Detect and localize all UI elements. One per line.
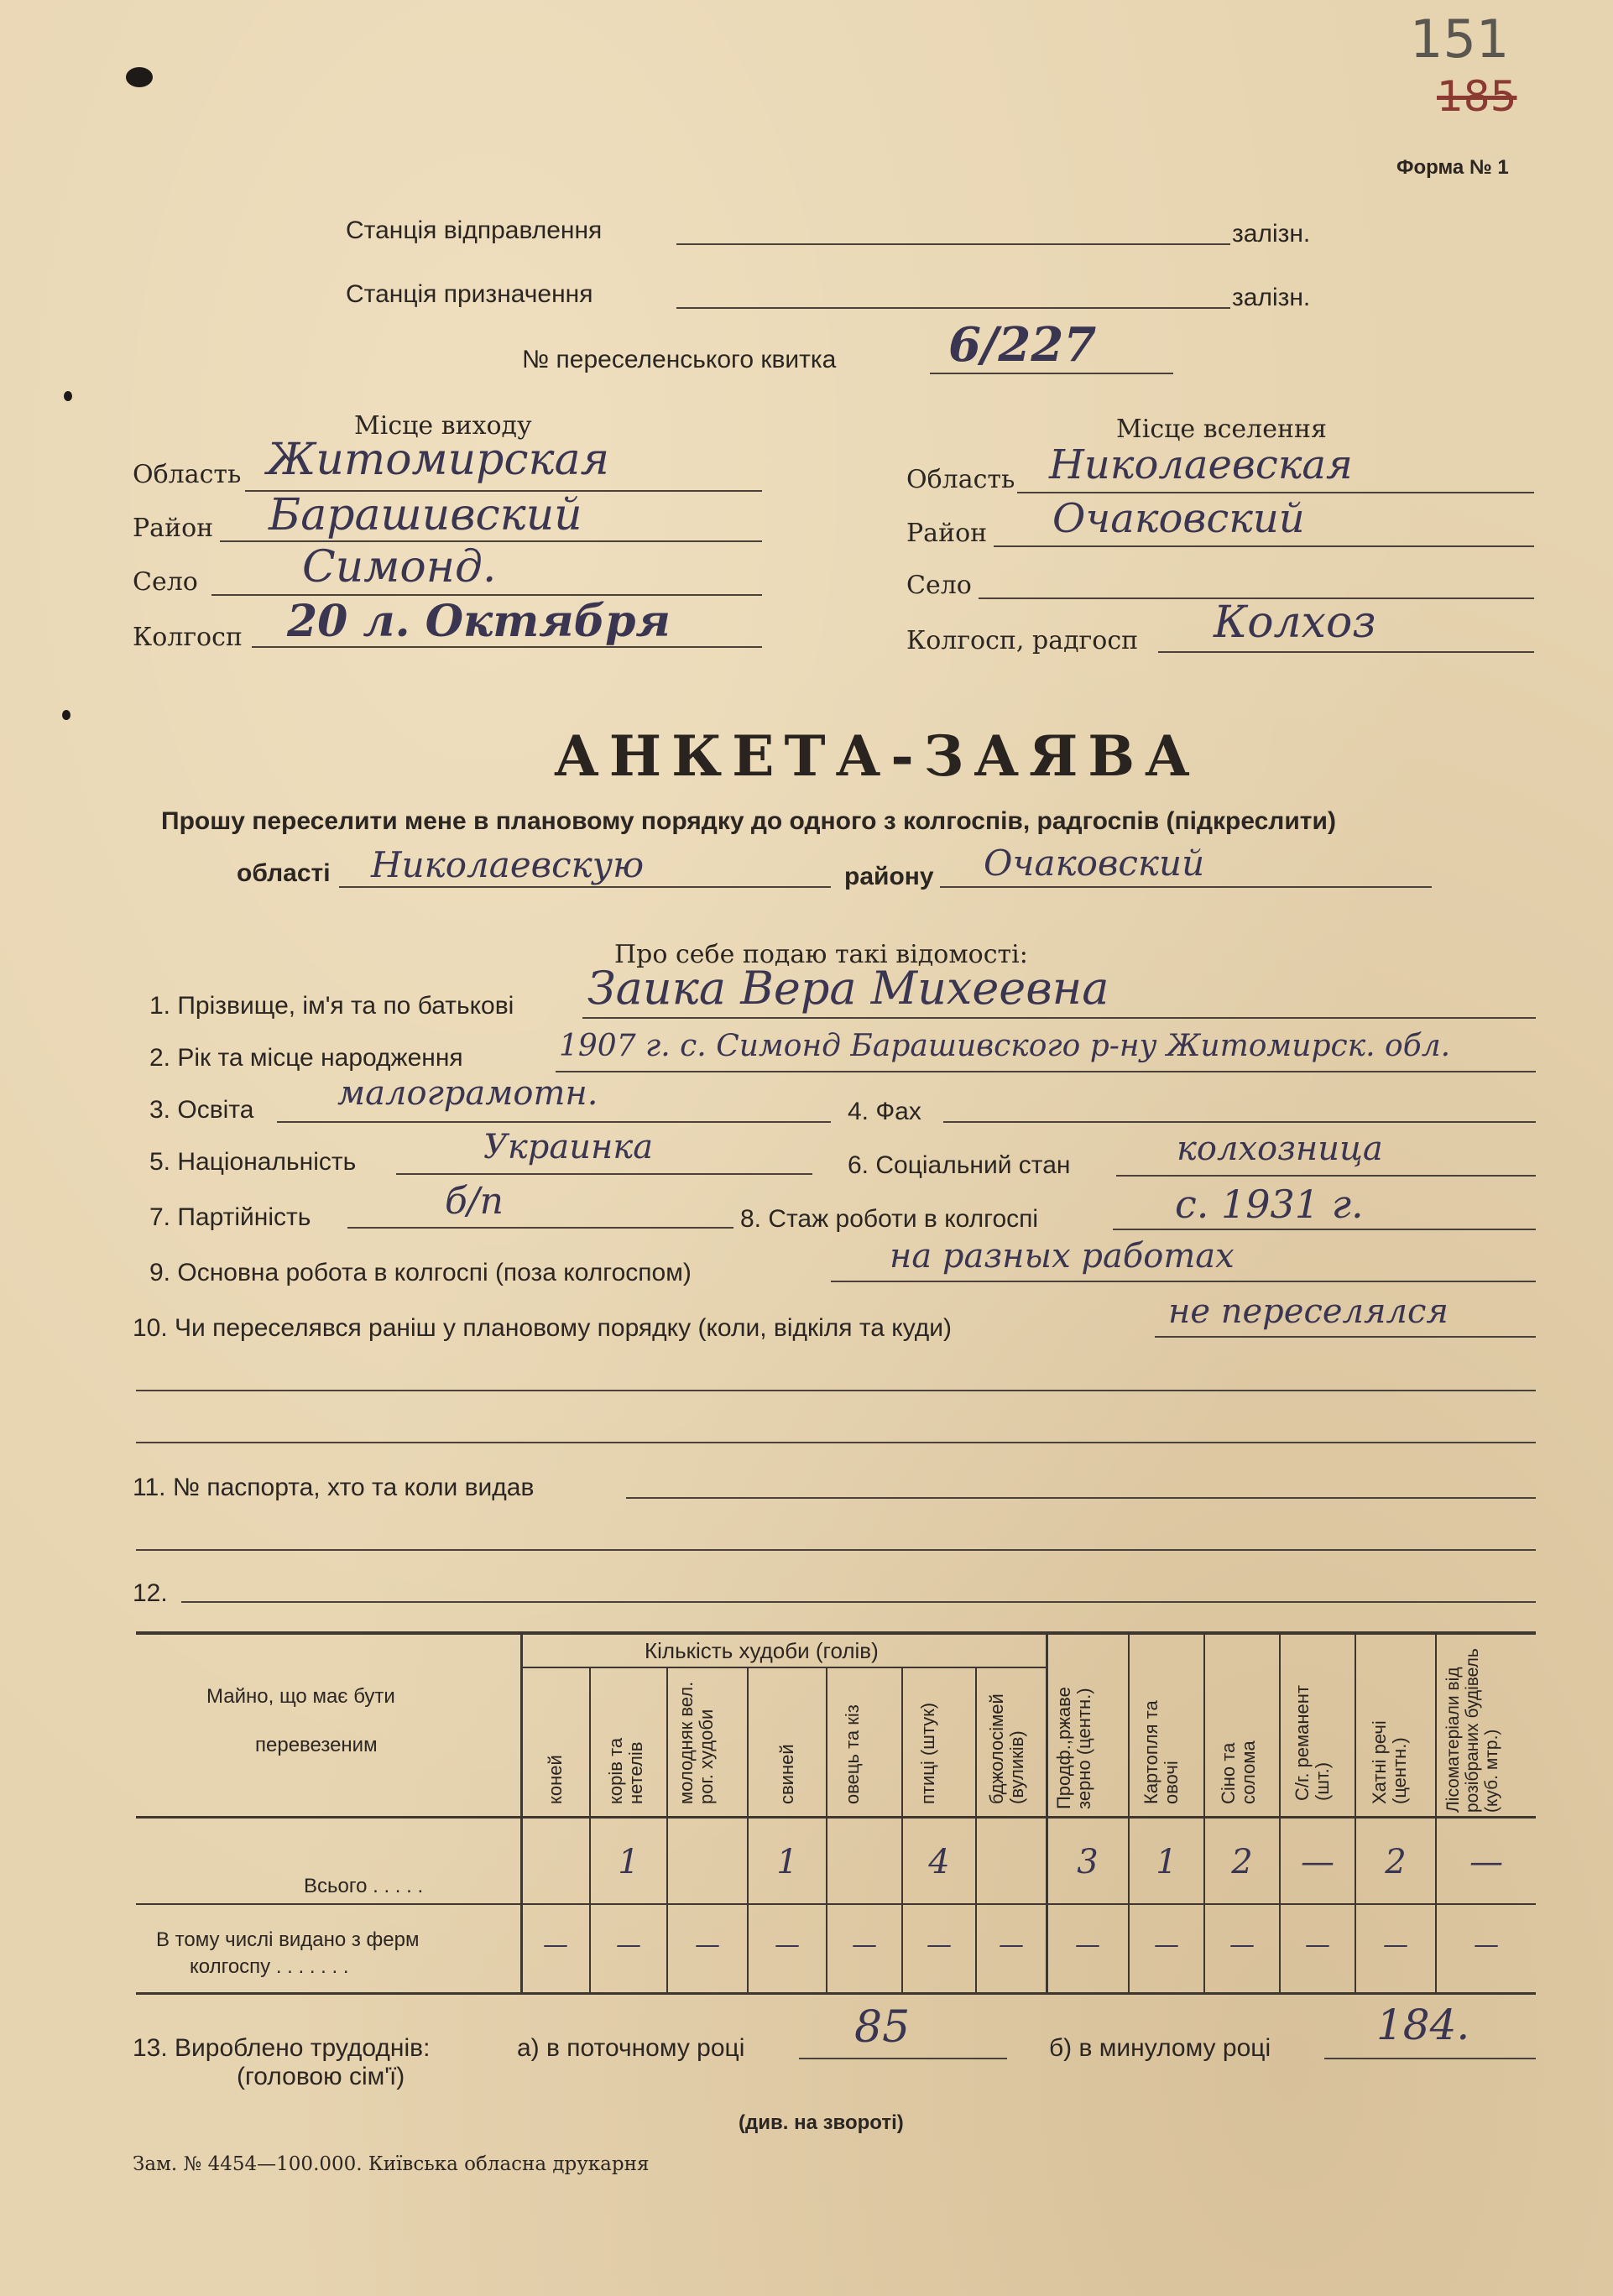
request-oblast-line — [339, 886, 831, 888]
field-10-value: не переселялся — [1168, 1292, 1449, 1331]
farm-cell: — — [1154, 1930, 1179, 1959]
farm-cell: — — [852, 1930, 877, 1959]
destination-raion-label: Район — [906, 519, 988, 548]
field-10-extra-line — [136, 1442, 1536, 1443]
field-3-value: малограмотн. — [337, 1074, 598, 1113]
destination-heading: Місце вселення — [1116, 415, 1327, 444]
farm-cell: — — [616, 1930, 641, 1959]
field-4-line — [943, 1121, 1536, 1123]
field-2-value: 1907 г. с. Симонд Барашивского р-ну Житомирск. обл. — [559, 1029, 1451, 1063]
farm-cell: — — [1305, 1930, 1330, 1959]
livestock-header: Кількість худоби (голів) — [645, 1638, 879, 1663]
col-header-beehives: бджолосімей (вуликів) — [986, 1693, 1027, 1804]
col-header-timber: Лісоматеріали від розібраних будівель (куб. мтр.) — [1443, 1648, 1501, 1813]
field-8-label: 8. Стаж роботи в колгоспі — [740, 1205, 1039, 1233]
request-raion-line — [940, 886, 1432, 888]
workdays-current-label: а) в поточному році — [517, 2034, 745, 2062]
ticket-line — [930, 373, 1173, 374]
field-3-label: 3. Освіта — [149, 1096, 254, 1124]
field-12-label: 12. — [133, 1579, 168, 1607]
workdays-previous-label: б) в минулому році — [1049, 2034, 1271, 2062]
total-cell-potatoes: 1 — [1156, 1843, 1177, 1881]
property-label-line2: перевезеним — [255, 1734, 378, 1756]
field-11-line — [626, 1497, 1536, 1499]
table-top-border — [136, 1631, 1536, 1635]
total-cell-poultry: 4 — [928, 1843, 950, 1881]
departure-railway-suffix: залізн. — [1232, 220, 1311, 248]
field-10-label: 10. Чи переселявся раніш у плановому порядку (коли, відкіля та куди) — [133, 1314, 953, 1342]
origin-heading: Місце виходу — [354, 411, 532, 441]
see-back-note: (див. на звороті) — [739, 2111, 904, 2134]
ticket-label: № переселенського квитка — [522, 346, 837, 373]
field-1-value: Заика Вера Михеевна — [587, 962, 1109, 1015]
workdays-previous-value: 184. — [1376, 2001, 1470, 2049]
field-5-line — [396, 1173, 812, 1175]
request-text: Прошу переселити мене в плановому порядку до одного з колгоспів, радгоспів (підкреслити) — [161, 807, 1336, 835]
origin-kolhosp-label: Колгосп — [133, 623, 243, 652]
request-oblast-label: області — [237, 859, 331, 887]
field-2-line — [556, 1071, 1536, 1072]
col-header-hay: Сіно та солома — [1218, 1740, 1259, 1804]
departure-station-label: Станція відправлення — [346, 217, 603, 244]
origin-oblast-label: Область — [133, 460, 242, 489]
destination-oblast-label: Область — [906, 465, 1015, 494]
field-1-label: 1. Прізвище, ім'я та по батькові — [149, 992, 514, 1020]
farm-row-label-line2: колгоспу . . . . . . . — [190, 1955, 349, 1978]
col-header-young-cattle: молодняк вел. рог. худоби — [676, 1681, 717, 1804]
total-cell-household: 2 — [1385, 1843, 1407, 1881]
field-6-label: 6. Соціальний стан — [848, 1151, 1071, 1179]
table-header-bottom — [136, 1816, 1536, 1819]
field-4-label: 4. Фах — [848, 1098, 921, 1125]
farm-cell: — — [999, 1930, 1024, 1959]
punch-hole — [62, 710, 70, 720]
table-livestock-divider — [522, 1667, 1046, 1668]
workdays-sub-label: (головою сім'ї) — [237, 2063, 405, 2090]
col-header-inventory: С/г. реманент (шт.) — [1292, 1684, 1333, 1801]
property-label-line1: Майно, що має бути — [206, 1685, 395, 1708]
farm-cell: — — [543, 1930, 568, 1959]
field-10-line — [1155, 1336, 1536, 1338]
col-header-cows: корів та нетелів — [605, 1737, 646, 1804]
field-9-label: 9. Основна робота в колгоспі (поза колгоспом) — [149, 1259, 692, 1286]
destination-raion-line — [994, 545, 1534, 547]
col-header-household: Хатні речі (центн.) — [1369, 1720, 1410, 1804]
destination-kolhosp-value: Колхоз — [1214, 597, 1376, 648]
field-7-label: 7. Партійність — [149, 1203, 311, 1231]
col-header-horses: коней — [545, 1755, 566, 1804]
field-11-label: 11. № паспорта, хто та коли видав — [133, 1474, 535, 1501]
field-8-line — [1113, 1229, 1536, 1230]
archive-old-sheet-number: 185 — [1437, 72, 1517, 121]
destination-station-line — [676, 307, 1230, 309]
field-6-line — [1116, 1175, 1536, 1177]
origin-selo-value: Симонд. — [302, 542, 497, 592]
workdays-previous-line — [1324, 2058, 1536, 2059]
field-9-value: на разных работах — [890, 1237, 1235, 1276]
workdays-current-line — [799, 2058, 1007, 2059]
field-7-line — [347, 1227, 733, 1229]
field-11-extra-line — [136, 1549, 1536, 1551]
origin-oblast-value: Житомирская — [267, 435, 610, 485]
total-cell-inventory: — — [1301, 1843, 1334, 1881]
farm-row-label-line1: В тому числі видано з ферм — [156, 1928, 420, 1951]
request-raion-label: району — [844, 863, 934, 890]
workdays-current-value: 85 — [854, 2002, 911, 2053]
col-header-pigs: свиней — [776, 1744, 797, 1804]
table-bottom-border — [136, 1992, 1536, 1995]
field-9-line — [831, 1281, 1536, 1282]
field-3-line — [277, 1121, 831, 1123]
farm-cell: — — [775, 1930, 800, 1959]
field-1-line — [582, 1017, 1536, 1019]
total-row-label: Всього . . . . . — [304, 1875, 424, 1897]
archive-sheet-number: 151 — [1410, 8, 1510, 70]
farm-cell: — — [1474, 1930, 1499, 1959]
request-oblast-value: Николаевскую — [371, 844, 645, 885]
col-header-grain: Продф.,ржаве зерно (центн.) — [1053, 1687, 1094, 1809]
col-header-potatoes: Картопля та овочі — [1141, 1700, 1182, 1804]
farm-cell: — — [695, 1930, 720, 1959]
field-7-value: б/п — [445, 1180, 504, 1223]
origin-selo-label: Село — [133, 567, 198, 597]
origin-raion-label: Район — [133, 514, 214, 543]
punch-hole — [126, 67, 153, 87]
document-title: АНКЕТА-ЗАЯВА — [554, 723, 1200, 789]
destination-oblast-value: Николаевская — [1049, 441, 1353, 488]
destination-station-label: Станція призначення — [346, 280, 593, 308]
col-header-poultry: птиці (штук) — [917, 1702, 938, 1804]
info-heading: Про себе подаю такі відомості: — [614, 940, 1028, 969]
destination-kolhosp-line — [1158, 651, 1534, 653]
field-8-value: с. 1931 г. — [1175, 1182, 1364, 1227]
printer-note: Зам. № 4454—100.000. Київська обласна друкарня — [133, 2153, 650, 2175]
field-12-line — [181, 1601, 1536, 1603]
total-cell-timber: — — [1469, 1843, 1503, 1881]
origin-kolhosp-value: 20 л. Октября — [287, 596, 671, 647]
total-cell-pigs: 1 — [776, 1843, 798, 1881]
total-cell-hay: 2 — [1231, 1843, 1253, 1881]
punch-hole — [64, 391, 72, 401]
field-2-label: 2. Рік та місце народження — [149, 1044, 463, 1072]
farm-cell: — — [1075, 1930, 1100, 1959]
total-cell-cows: 1 — [618, 1843, 639, 1881]
workdays-label: 13. Вироблено трудоднів: — [133, 2034, 431, 2062]
departure-station-line — [676, 243, 1230, 245]
field-6-value: колхозница — [1177, 1130, 1383, 1168]
destination-oblast-line — [1017, 492, 1534, 493]
col-header-sheep-goats: овець та кіз — [842, 1704, 863, 1804]
farm-cell: — — [1383, 1930, 1408, 1959]
destination-selo-label: Село — [906, 571, 972, 600]
origin-raion-value: Барашивский — [269, 490, 582, 540]
destination-kolhosp-label: Колгосп, радгосп — [906, 626, 1139, 655]
destination-raion-value: Очаковский — [1052, 495, 1305, 542]
total-cell-grain: 3 — [1077, 1843, 1099, 1881]
table-row-divider — [136, 1903, 1536, 1905]
ticket-value: 6/227 — [948, 317, 1097, 373]
form-number: Форма № 1 — [1396, 156, 1509, 179]
request-raion-value: Очаковский — [984, 843, 1205, 884]
field-5-label: 5. Національність — [149, 1148, 357, 1176]
farm-cell: — — [927, 1930, 952, 1959]
field-10-extra-line — [136, 1390, 1536, 1391]
farm-cell: — — [1229, 1930, 1255, 1959]
field-5-value: Украинка — [483, 1128, 654, 1166]
destination-railway-suffix: залізн. — [1232, 284, 1311, 311]
